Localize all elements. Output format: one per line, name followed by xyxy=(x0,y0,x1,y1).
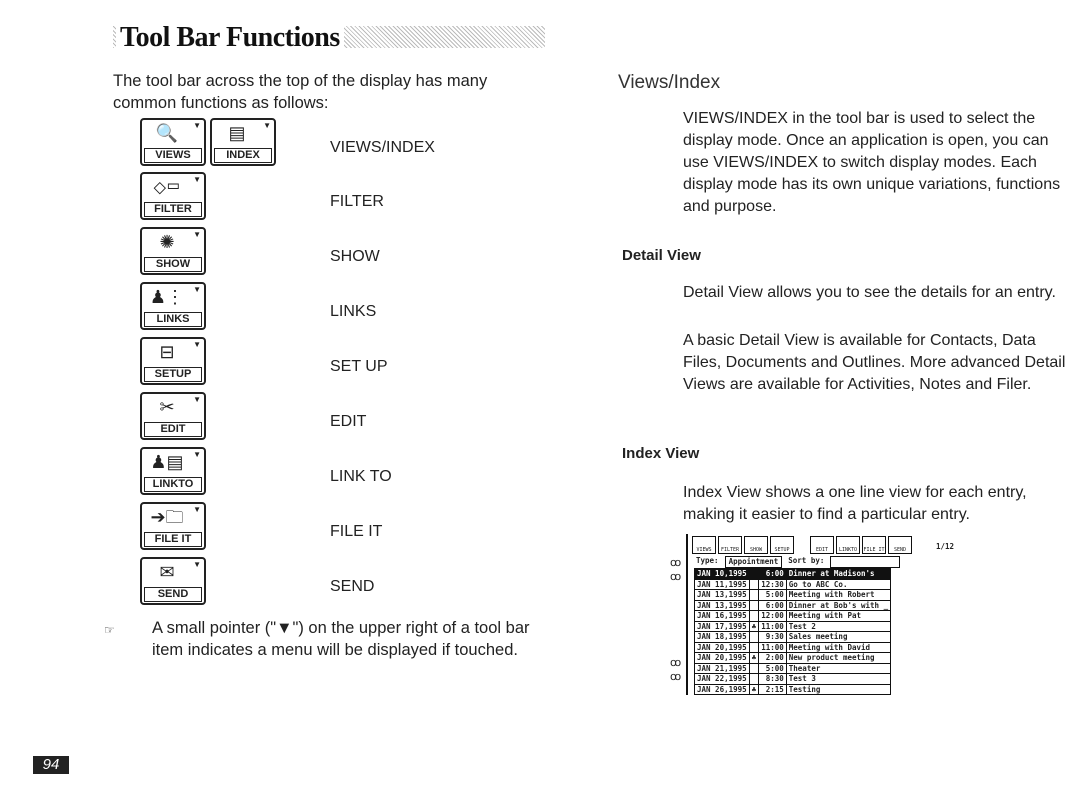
table-row xyxy=(695,642,891,653)
glyph: ✉ xyxy=(159,562,175,582)
menu-pointer-icon: ▼ xyxy=(193,230,201,239)
icon-caption: SETUP xyxy=(144,367,202,382)
table-cell xyxy=(749,579,759,590)
table-cell: ♣ xyxy=(749,621,759,632)
detail-paragraph-1: Detail View allows you to see the details for an entry. xyxy=(683,284,1056,301)
tool-label: SEND xyxy=(330,578,375,595)
type-select: Appointment xyxy=(725,556,783,568)
menu-pointer-icon: ▼ xyxy=(193,450,201,459)
index-view-screenshot xyxy=(686,534,960,695)
menu-pointer-icon: ▼ xyxy=(193,340,201,349)
table-cell: JAN 13,1995 xyxy=(695,590,750,601)
table-row xyxy=(695,663,891,674)
icon-caption: FILTER xyxy=(144,202,202,217)
index-view-heading: Index View xyxy=(622,445,700,462)
detail-paragraph-2: A basic Detail View is available for Contacts, Data Files, Documents and Outlines. More advanced Detail Views are available for Activities, Notes and Filer. xyxy=(683,332,1066,393)
table-cell: Meeting with Robert xyxy=(786,590,890,601)
menu-pointer-icon: ▼ xyxy=(193,395,201,404)
table-row xyxy=(695,579,891,590)
table-cell: JAN 20,1995 xyxy=(695,642,750,653)
table-cell: 12:00 xyxy=(759,611,787,622)
menu-pointer-icon: ▼ xyxy=(193,175,201,184)
note xyxy=(104,617,534,661)
tool-item xyxy=(140,337,210,385)
table-row xyxy=(695,674,891,685)
views-icon xyxy=(140,118,206,166)
tool-item xyxy=(140,172,210,220)
table-cell: 9:30 xyxy=(759,632,787,643)
table-cell: Test 3 xyxy=(786,674,890,685)
table-cell: JAN 17,1995 xyxy=(695,621,750,632)
menu-pointer-icon: ▼ xyxy=(263,121,271,130)
table-cell: 12:30 xyxy=(759,579,787,590)
table-cell: 8:30 xyxy=(759,674,787,685)
table-cell xyxy=(749,600,759,611)
table-cell: JAN 16,1995 xyxy=(695,611,750,622)
table-row xyxy=(695,621,891,632)
tool-label: FILE IT xyxy=(330,523,383,540)
table-cell: 11:00 xyxy=(759,621,787,632)
table-cell: JAN 13,1995 xyxy=(695,600,750,611)
glyph: ▤ xyxy=(228,123,246,143)
tool-item xyxy=(140,502,210,550)
table-cell: Dinner at Bob's with _ xyxy=(786,600,890,611)
table-row xyxy=(695,569,891,580)
tool-item xyxy=(140,227,210,275)
links-icon xyxy=(140,282,206,330)
tool-label: VIEWS/INDEX xyxy=(330,139,435,156)
page-number: 94 xyxy=(33,756,69,774)
table-cell: JAN 10,1995 xyxy=(695,569,750,580)
menu-pointer-icon: ▼ xyxy=(193,285,201,294)
table-row xyxy=(695,590,891,601)
table-cell xyxy=(749,590,759,601)
glyph: ✺ xyxy=(159,232,175,252)
show-icon xyxy=(140,227,206,275)
page-indicator: 1/12 xyxy=(935,542,954,551)
tool-label: SET UP xyxy=(330,358,388,375)
mini-toolbar-button: FILE IT xyxy=(862,536,886,554)
table-cell xyxy=(749,611,759,622)
glyph: ⊟ xyxy=(159,342,175,362)
table-row xyxy=(695,611,891,622)
table-cell: JAN 11,1995 xyxy=(695,579,750,590)
mini-toolbar-button: SEND xyxy=(888,536,912,554)
table-cell: 5:00 xyxy=(759,590,787,601)
mini-toolbar xyxy=(688,534,960,556)
detail-view-heading: Detail View xyxy=(622,247,701,264)
tool-item xyxy=(140,447,210,495)
tool-item xyxy=(140,557,210,605)
views-paragraph: VIEWS/INDEX in the tool bar is used to select the display mode. Once an application is open, you can use VIEWS/INDEX to switch display modes. Each display mode has its own unique variations, functions and purpose. xyxy=(683,110,1061,215)
icon-caption: EDIT xyxy=(144,422,202,437)
table-cell: 2:15 xyxy=(759,684,787,695)
table-cell: 2:00 xyxy=(759,653,787,664)
icon-caption: LINKS xyxy=(144,312,202,327)
file-it-icon xyxy=(140,502,206,550)
table-cell xyxy=(749,642,759,653)
table-row xyxy=(695,600,891,611)
table-cell: Test 2 xyxy=(786,621,890,632)
table-cell xyxy=(749,663,759,674)
table-cell: 11:00 xyxy=(759,642,787,653)
table-cell: JAN 26,1995 xyxy=(695,684,750,695)
icon-caption: VIEWS xyxy=(144,148,202,163)
tool-item xyxy=(140,282,210,330)
table-cell: 6:00 xyxy=(759,600,787,611)
tool-label: EDIT xyxy=(330,413,367,430)
mini-toolbar-button: LINKTO xyxy=(836,536,860,554)
menu-pointer-icon: ▼ xyxy=(193,560,201,569)
table-cell: Meeting with David xyxy=(786,642,890,653)
mini-toolbar-button: FILTER xyxy=(718,536,742,554)
glyph: ♟▤ xyxy=(150,452,184,472)
glyph: ♟⋮ xyxy=(149,287,185,307)
intro-text: The tool bar across the top of the display has many common functions as follows: xyxy=(113,72,488,112)
filter-icon xyxy=(140,172,206,220)
edit-icon xyxy=(140,392,206,440)
icon-caption: SHOW xyxy=(144,257,202,272)
tool-item xyxy=(140,392,210,440)
table-row xyxy=(695,632,891,643)
mini-toolbar-button: SETUP xyxy=(770,536,794,554)
setup-icon xyxy=(140,337,206,385)
icon-caption: INDEX xyxy=(214,148,272,163)
pointing-hand-icon: ☞ xyxy=(104,623,115,637)
table-cell: 5:00 xyxy=(759,663,787,674)
glyph: ✂ xyxy=(159,397,175,417)
table-cell: JAN 22,1995 xyxy=(695,674,750,685)
note-text: A small pointer ("▼") on the upper right of a tool bar item indicates a menu will be displayed if touched. xyxy=(152,619,530,659)
table-row xyxy=(695,684,891,695)
section-heading: Views/Index xyxy=(618,72,721,93)
table-cell: ♣ xyxy=(749,653,759,664)
table-cell xyxy=(749,674,759,685)
send-icon xyxy=(140,557,206,605)
mini-toolbar-button: VIEWS xyxy=(692,536,716,554)
sort-select xyxy=(830,556,900,568)
tool-label: SHOW xyxy=(330,248,380,265)
table-cell: Go to ABC Co. xyxy=(786,579,890,590)
glyph: 🔍 xyxy=(155,123,179,143)
mini-toolbar-button: SHOW xyxy=(744,536,768,554)
table-cell: New product meeting xyxy=(786,653,890,664)
menu-pointer-icon: ▼ xyxy=(193,121,201,130)
table-cell: JAN 20,1995 xyxy=(695,653,750,664)
type-label: Type: xyxy=(696,556,719,565)
icon-caption: LINKTO xyxy=(144,477,202,492)
spiral-binding-icon: ꝏ ꝏ xyxy=(670,557,682,583)
tool-item xyxy=(140,118,280,166)
tool-label: FILTER xyxy=(330,193,384,210)
page-title: Tool Bar Functions xyxy=(116,22,344,54)
mini-toolbar-button: EDIT xyxy=(810,536,834,554)
table-cell: Sales meeting xyxy=(786,632,890,643)
table-cell: JAN 18,1995 xyxy=(695,632,750,643)
table-row xyxy=(695,653,891,664)
table-cell xyxy=(749,632,759,643)
tool-label: LINK TO xyxy=(330,468,392,485)
table-cell: Meeting with Pat xyxy=(786,611,890,622)
table-cell: Testing xyxy=(786,684,890,695)
table-cell: JAN 21,1995 xyxy=(695,663,750,674)
spiral-binding-icon: ꝏ ꝏ xyxy=(670,657,682,683)
table-cell: Theater xyxy=(786,663,890,674)
index-paragraph: Index View shows a one line view for each entry, making it easier to find a particular entry. xyxy=(683,484,1027,523)
linkto-icon xyxy=(140,447,206,495)
type-row xyxy=(688,556,960,568)
tool-label: LINKS xyxy=(330,303,377,320)
table-cell: 6:00 xyxy=(759,569,787,580)
icon-caption: FILE IT xyxy=(144,532,202,547)
table-cell: ♣ xyxy=(749,684,759,695)
index-icon xyxy=(210,118,276,166)
menu-pointer-icon: ▼ xyxy=(193,505,201,514)
table-cell xyxy=(749,569,759,580)
table-cell: Dinner at Madison's xyxy=(786,569,890,580)
icon-caption: SEND xyxy=(144,587,202,602)
glyph: ➔🗀 xyxy=(150,507,184,527)
appointment-table xyxy=(694,568,891,695)
sort-label: Sort by: xyxy=(788,556,825,565)
glyph: ⬦▭ xyxy=(153,177,181,197)
